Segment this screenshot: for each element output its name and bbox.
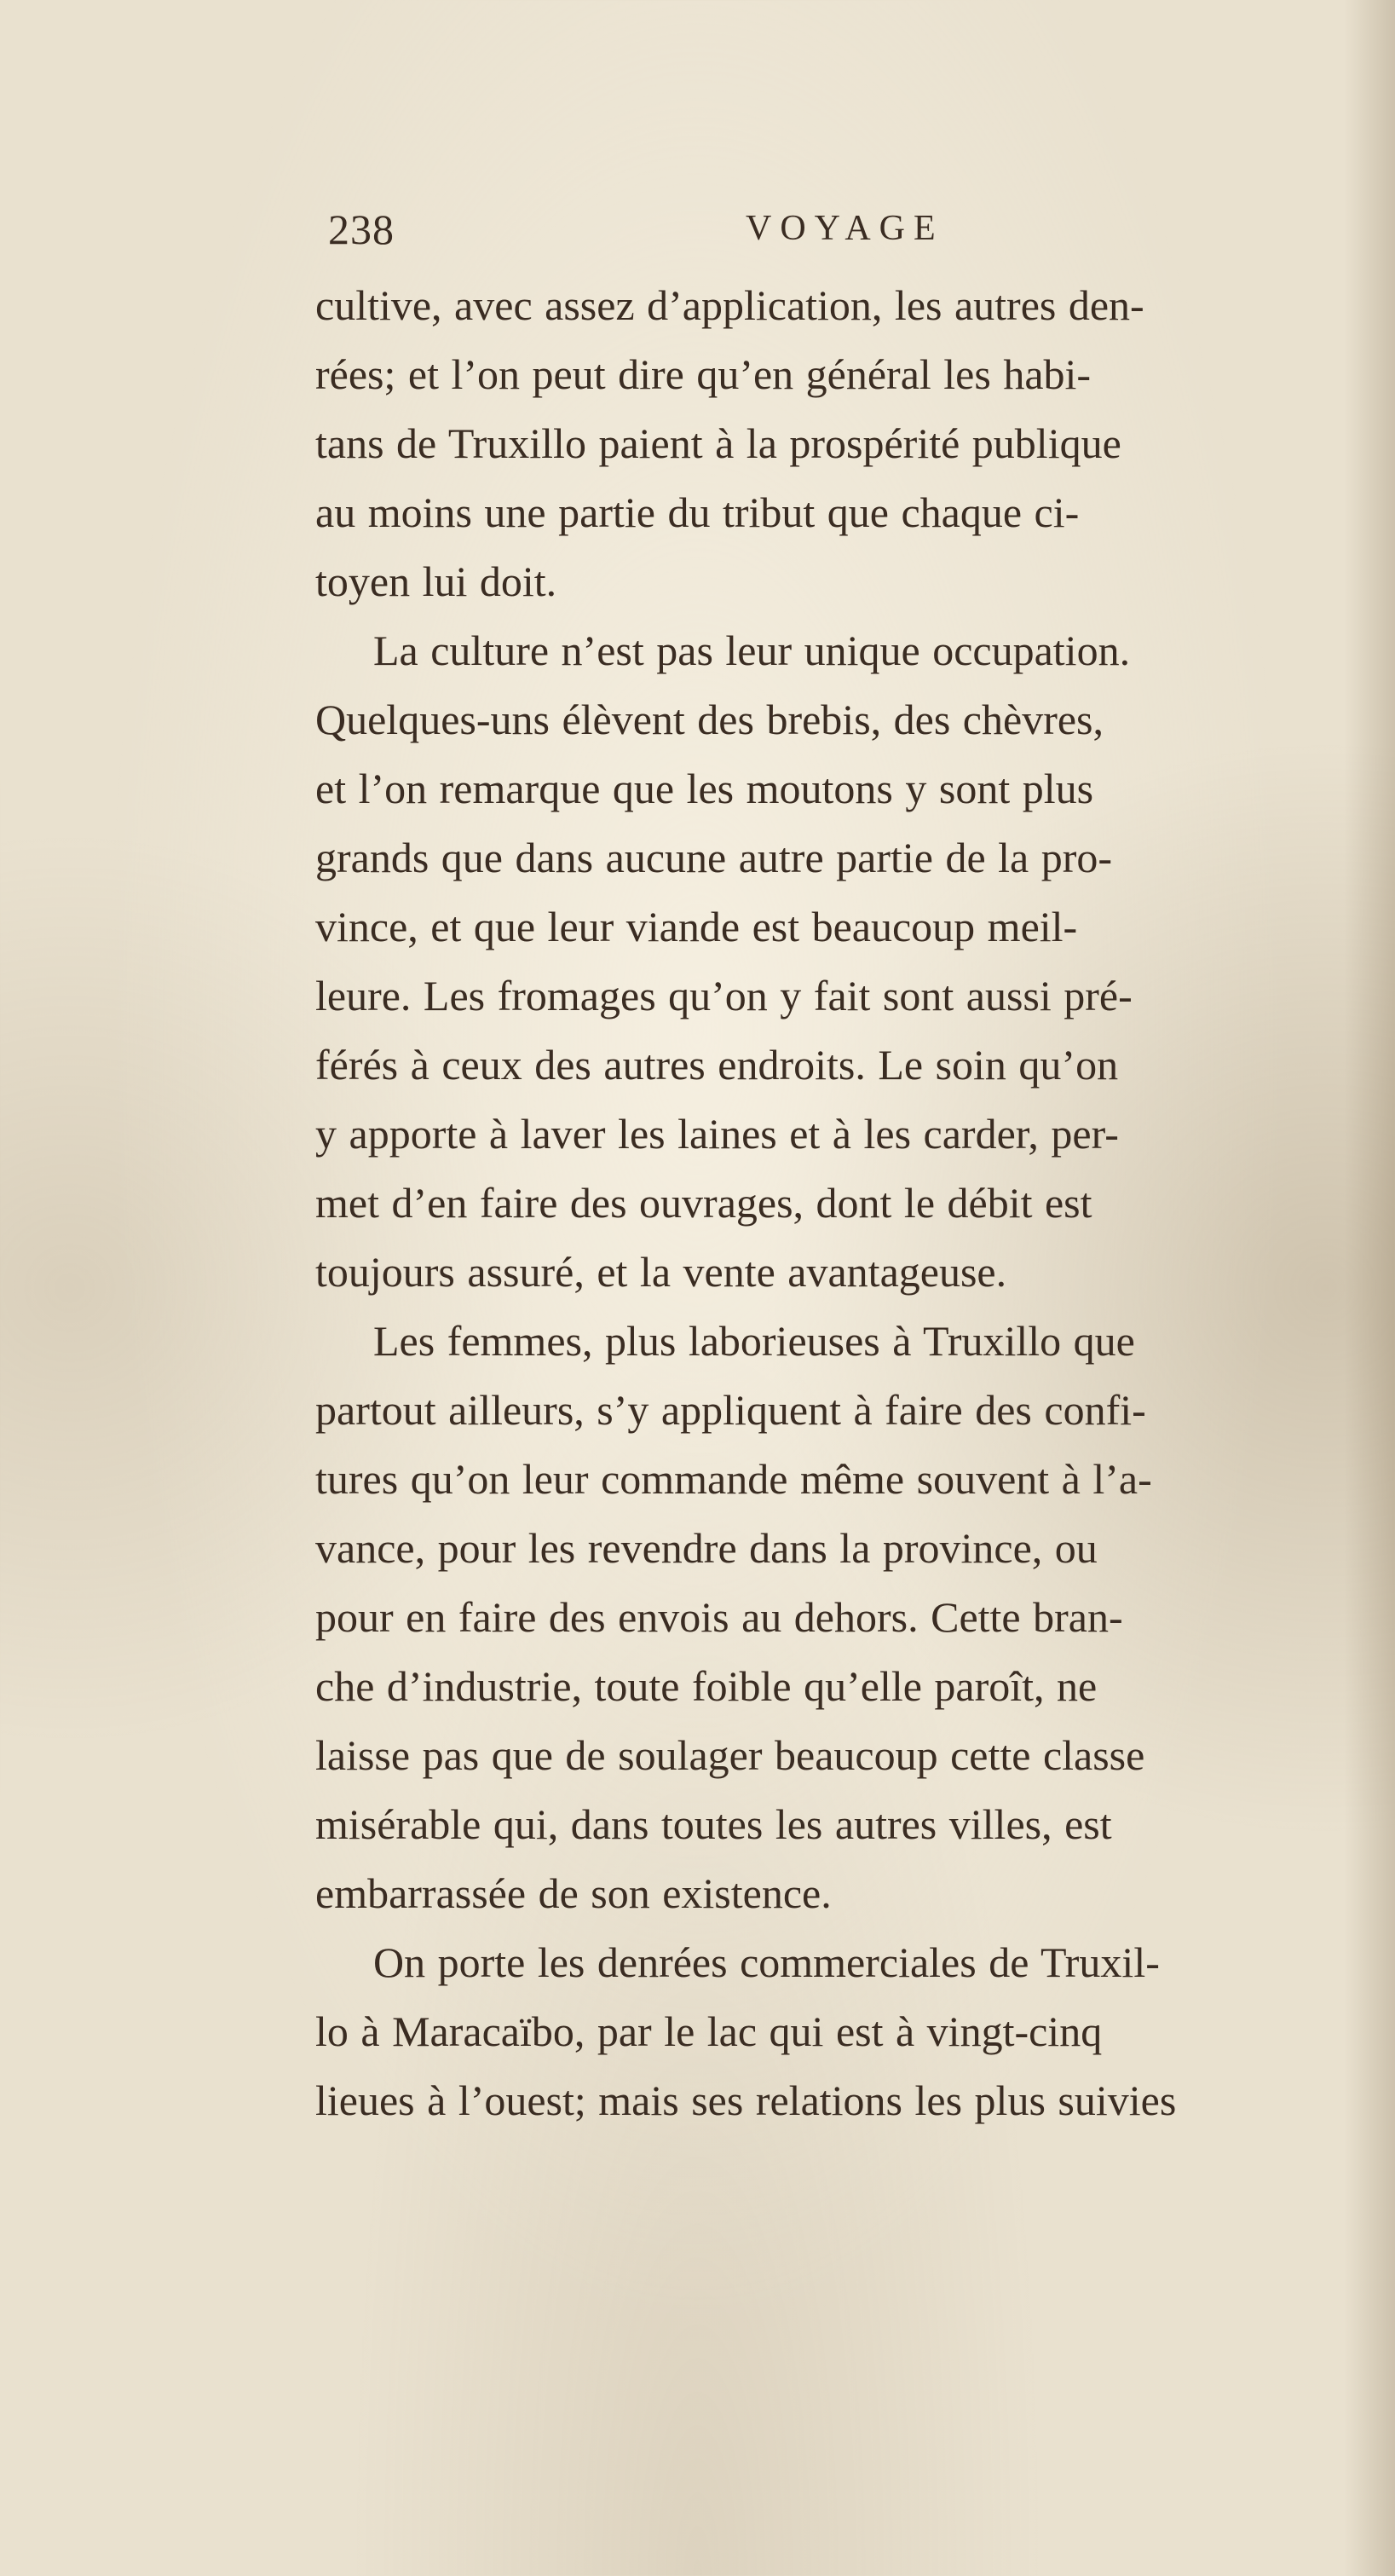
text-line: férés à ceux des autres endroits. Le soin qu’on (315, 1041, 1119, 1089)
text-line: Quelques-uns élèvent des brebis, des chèvres, (315, 696, 1104, 743)
text-line: met d’en faire des ouvrages, dont le débit est (315, 1179, 1092, 1227)
text-line: y apporte à laver les laines et à les carder, per- (315, 1110, 1119, 1158)
text-line: leure. Les fromages qu’on y fait sont aussi pré- (315, 972, 1133, 1019)
text-line: toujours assuré, et la vente avantageuse. (315, 1248, 1007, 1296)
text-line: tans de Truxillo paient à la prospérité publique (315, 419, 1121, 467)
text-line: rées; et l’on peut dire qu’en général les habi- (315, 350, 1092, 398)
text-line: au moins une partie du tribut que chaque ci- (315, 488, 1080, 536)
page-number: 238 (328, 205, 395, 253)
text-line: On porte les denrées commerciales de Truxil- (373, 1938, 1160, 1986)
text-line: et l’on remarque que les moutons y sont plus (315, 765, 1094, 812)
text-line: toyen lui doit. (315, 557, 557, 605)
text-line: tures qu’on leur commande même souvent à l’a- (315, 1455, 1152, 1503)
text-line: partout ailleurs, s’y appliquent à faire des confi- (315, 1386, 1146, 1434)
text-line: misérable qui, dans toutes les autres villes, est (315, 1800, 1112, 1848)
text-line: La culture n’est pas leur unique occupation. (373, 627, 1131, 674)
text-line: che d’industrie, toute foible qu’elle paroît, ne (315, 1662, 1098, 1710)
text-line: pour en faire des envois au dehors. Cette bran- (315, 1593, 1123, 1641)
body-text (315, 271, 1395, 2135)
text-line: grands que dans aucune autre partie de la pro- (315, 834, 1113, 881)
text-line: cultive, avec assez d’application, les autres den- (315, 281, 1144, 329)
text-line: laisse pas que de soulager beaucoup cette classe (315, 1731, 1145, 1779)
text-line: Les femmes, plus laborieuses à Truxillo que (373, 1317, 1135, 1365)
text-line: embarrassée de son existence. (315, 1869, 832, 1917)
text-line: vance, pour les revendre dans la province, ou (315, 1524, 1098, 1572)
text-line: lo à Maracaïbo, par le lac qui est à vingt-cinq (315, 2007, 1103, 2055)
running-head (328, 205, 1393, 264)
running-title: VOYAGE (746, 209, 944, 248)
text-line: lieues à l’ouest; mais ses relations les plus suivies (315, 2076, 1177, 2124)
text-line: vince, et que leur viande est beaucoup meil- (315, 903, 1078, 950)
